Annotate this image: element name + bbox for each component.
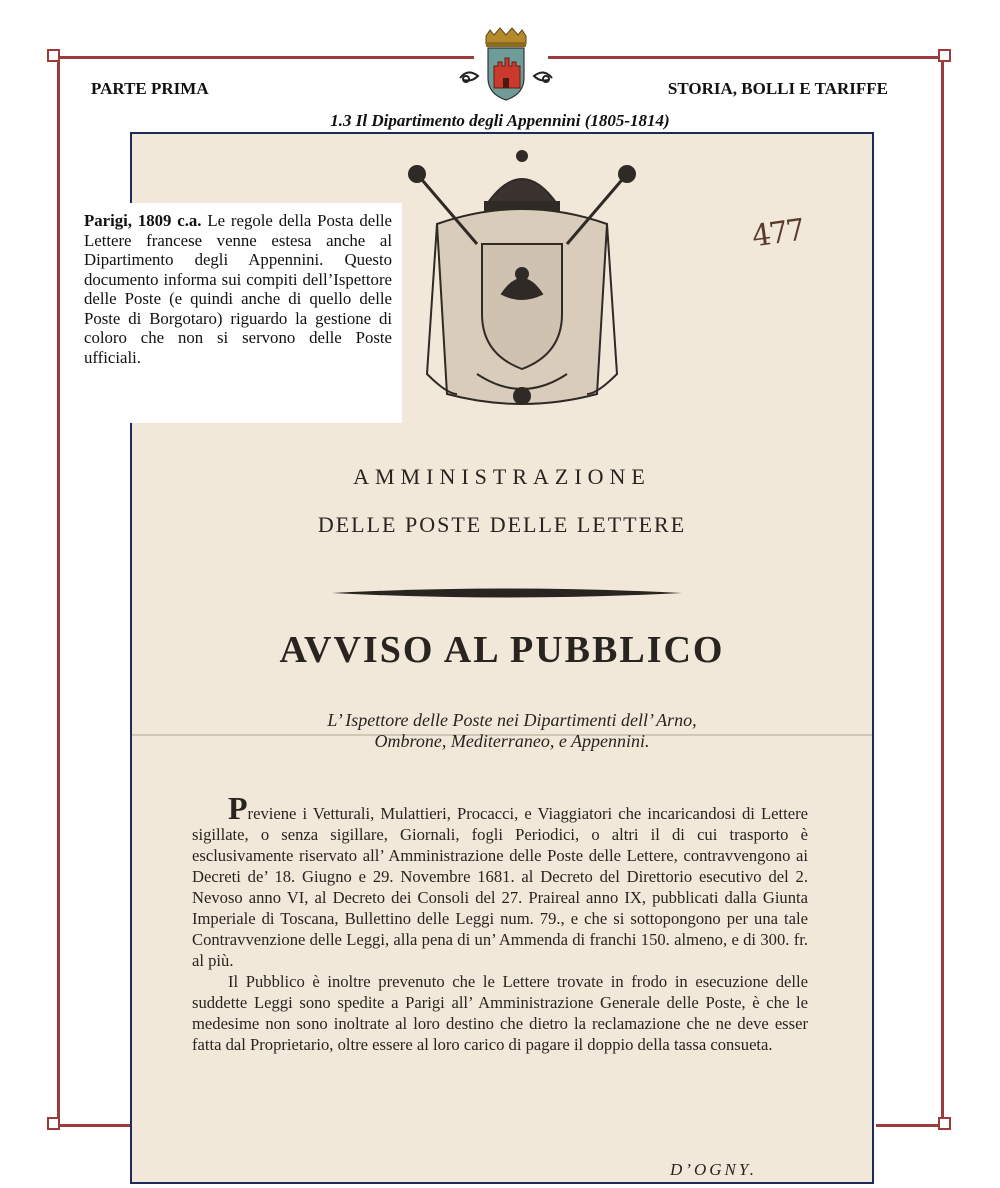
administration-heading: AMMINISTRAZIONE: [353, 464, 651, 489]
administration-subheading: DELLE POSTE DELLE LETTERE: [317, 512, 687, 537]
frame-corner-icon: [938, 49, 951, 62]
frame-bottom-left: [54, 1124, 130, 1127]
inspector-heading: [172, 710, 852, 752]
handwritten-number: 477: [749, 212, 806, 255]
imperial-coat-of-arms-icon: [407, 144, 637, 414]
ornamental-rule: [332, 586, 682, 600]
frame-corner-icon: [47, 49, 60, 62]
frame-top-left: [54, 56, 474, 59]
coat-of-arms-icon: [456, 26, 556, 102]
drop-cap: P: [228, 790, 248, 826]
section-topic: STORIA, BOLLI E TARIFFE: [667, 79, 888, 98]
section-label: PARTE PRIMA: [91, 79, 209, 98]
chapter-title: 1.3 Il Dipartimento degli Appennini (1805-1814): [330, 111, 670, 130]
frame-left: [57, 56, 60, 1126]
frame-corner-icon: [47, 1117, 60, 1130]
notice-body: [192, 790, 808, 1055]
caption-lead: Parigi, 1809 c.a.: [84, 211, 202, 230]
caption-text: Le regole della Posta delle Lettere francese venne estesa anche al Dipartimento degli Appennini. Questo documento informa sui compiti dell’Ispettore delle Poste (e quindi anche di quello delle Poste di Borgotaro) riguardo la gestione di coloro che non si servono delle Poste ufficiali.: [84, 211, 392, 367]
notice-paragraph: Il Pubblico è inoltre prevenuto che le Lettere trovate in frodo in esecuzione delle suddette Leggi sono spedite a Parigi all’ Amministrazione Generale delle Poste, è che le medesime non sono inoltrate al loro destino che dietro la reclamazione che ne deve esser fatta dal Proprietario, oltre essere al loro carico di pagare il doppio della tassa consueta.: [192, 972, 808, 1054]
frame-corner-icon: [938, 1117, 951, 1130]
paragraph-text: reviene i Vetturali, Mulattieri, Procacci, e Viaggiatori che incaricandosi di Lettere sigillate, o senza sigillare, Giornali, fogli Periodici, o altri il di cui trasporto è esclusivamente riservato all’ Amministrazione delle Poste delle Lettere, contravvengono ai Decreti de’ 18. Giugno e 29. Novembre 1681. al Decreto del Direttorio esecutivo del 2. Nevoso anno VI, al Decreto dei Consoli del 27. Praireal anno IX, pubblicati dalla Giunta Imperiale di Toscana, Bullettino delle Leggi num. 79., e che si sottopongono per una tale Contravvenzione delle Leggi, alla pena di un’ Ammenda di franchi 150. almeno, e di 300. fr. al più.: [192, 804, 808, 970]
inspector-line: Ombrone, Mediterraneo, e Appennini.: [374, 731, 650, 751]
caption-box: [78, 203, 402, 423]
frame-top-right: [548, 56, 948, 59]
signature: D’OGNY.: [670, 1160, 757, 1179]
inspector-line: L’ Ispettore delle Poste nei Dipartimenti dell’ Arno,: [327, 710, 697, 730]
notice-title: AVVISO AL PUBBLICO: [279, 629, 725, 671]
notice-paragraph: [192, 790, 808, 971]
frame-right: [941, 56, 944, 1126]
